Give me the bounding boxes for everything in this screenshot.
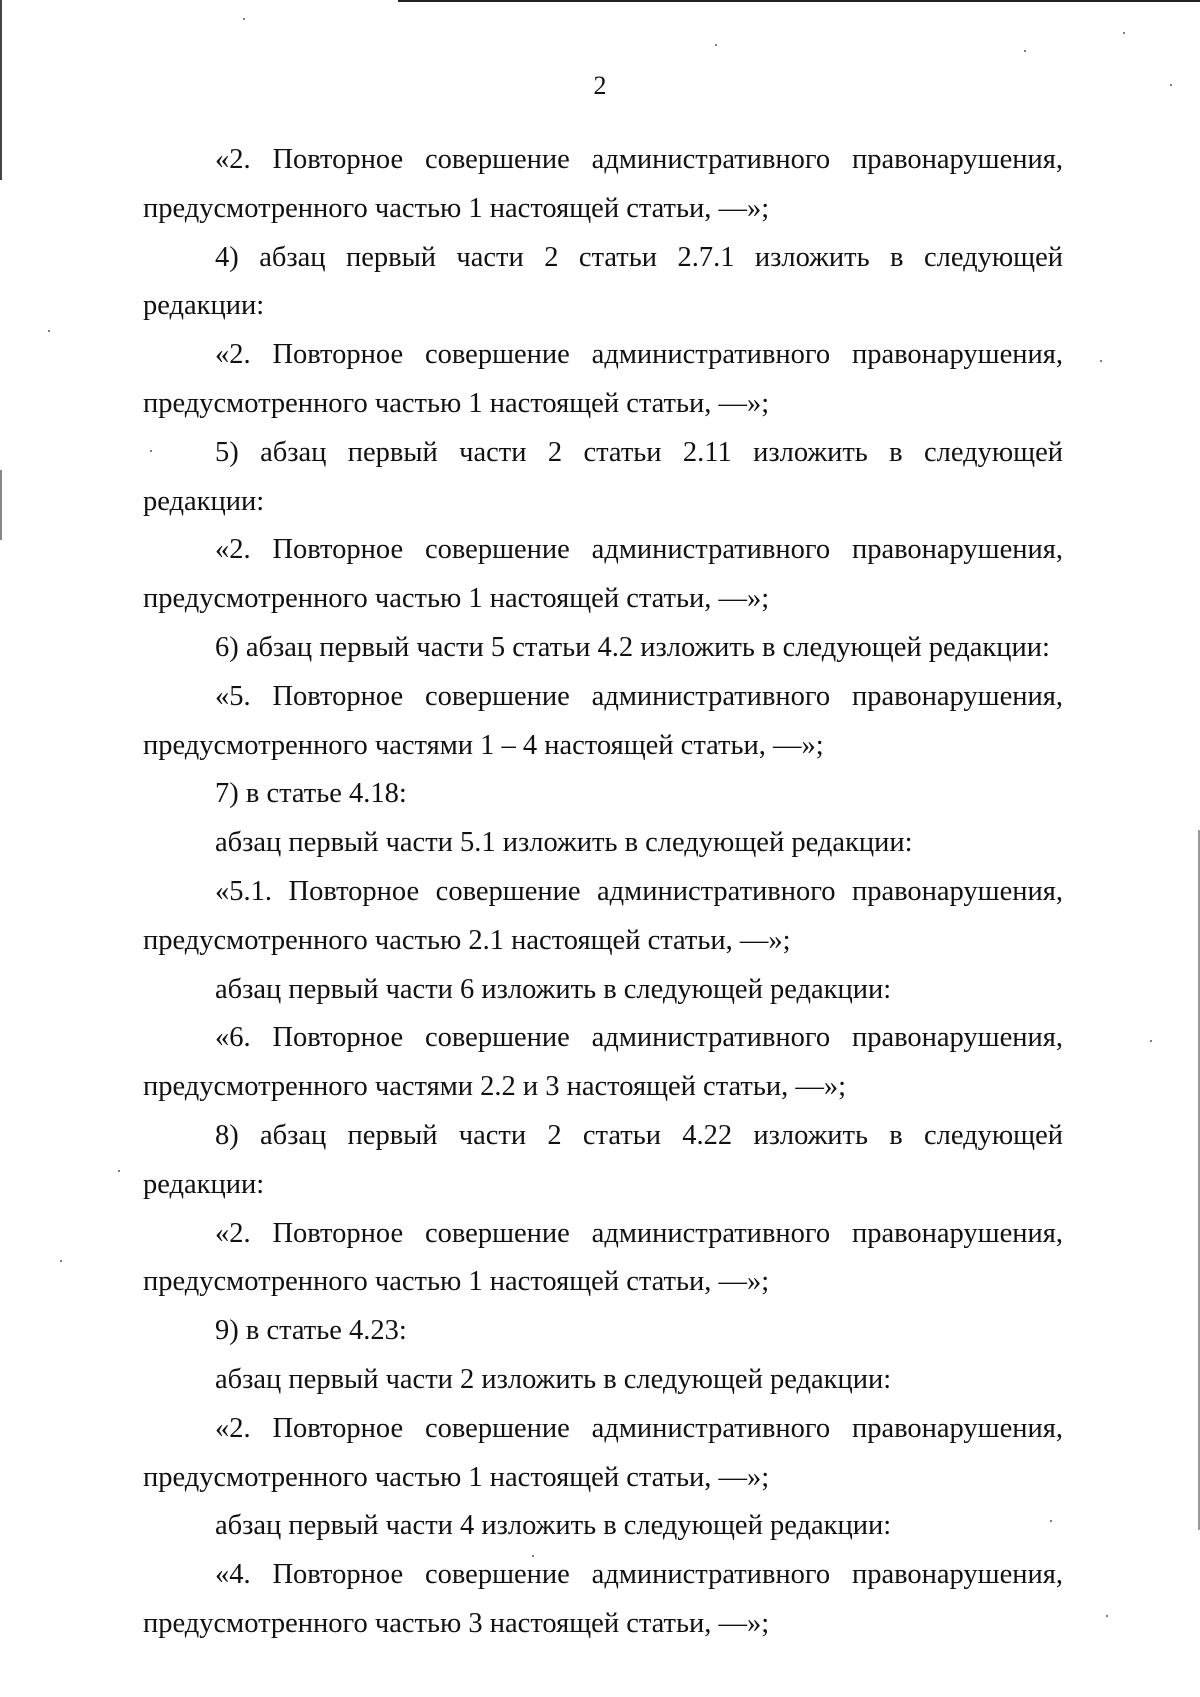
paragraph-quote: «6. Повторное совершение административного правонарушения, предусмотренного частями 2.2 и 3 настоящей статьи, —»; (143, 1022, 1063, 1103)
paragraph-subitem: абзац первый части 4 изложить в следующей редакции: (215, 1510, 892, 1542)
paragraph-quote: «2. Повторное совершение административного правонарушения, предусмотренного частью 1 настоящей статьи, —»; (143, 534, 1063, 615)
paragraph-subitem: абзац первый части 5.1 изложить в следующей редакции: (215, 827, 913, 859)
paragraph-item-5: 5) абзац первый части 2 статьи 2.11 изложить в следующей редакции: (143, 436, 1063, 517)
scan-speck (1050, 1520, 1052, 1522)
paragraph-item-8: 8) абзац первый части 2 статьи 4.22 изложить в следующей редакции: (143, 1119, 1063, 1200)
scan-speck (715, 44, 717, 46)
paragraph-quote: «2. Повторное совершение административного правонарушения, предусмотренного частью 1 настоящей статьи, —»; (143, 1217, 1063, 1298)
paragraph-item-7: 7) в статье 4.18: (215, 778, 407, 810)
scan-speck (60, 1260, 62, 1262)
scan-edge-line (0, 470, 2, 540)
paragraph-quote: «5.1. Повторное совершение административного правонарушения, предусмотренного частью 2.1 настоящей статьи, —»; (143, 875, 1063, 956)
scan-edge-line (398, 0, 1200, 2)
paragraph-item-9: 9) в статье 4.23: (215, 1315, 407, 1347)
paragraph-quote: «2. Повторное совершение административного правонарушения, предусмотренного частью 1 настоящей статьи, —»; (143, 1412, 1063, 1493)
scan-speck (118, 1170, 120, 1172)
paragraph-item-4: 4) абзац первый части 2 статьи 2.7.1 изложить в следующей редакции: (143, 241, 1063, 322)
paragraph-quote: «5. Повторное совершение административного правонарушения, предусмотренного частями 1 – 4 настоящей статьи, —»; (143, 680, 1063, 761)
scan-speck (1024, 50, 1026, 52)
scan-speck (1170, 84, 1172, 86)
scan-speck (48, 330, 50, 332)
scan-speck (1100, 360, 1102, 362)
paragraph-quote: «2. Повторное совершение административного правонарушения, предусмотренного частью 1 настоящей статьи, —»; (143, 144, 1063, 224)
scan-speck (1123, 32, 1125, 34)
paragraph-item-6: 6) абзац первый части 5 статьи 4.2 изложить в следующей редакции: (215, 631, 1050, 663)
scan-speck (1106, 1615, 1108, 1617)
paragraph-subitem: абзац первый части 6 изложить в следующей редакции: (215, 973, 892, 1005)
scan-speck (532, 1555, 534, 1557)
paragraph-quote: «4. Повторное совершение административного правонарушения, предусмотренного частью 3 настоящей статьи, —»; (143, 1559, 1063, 1639)
document-body (143, 136, 1063, 1649)
page-number: 2 (593, 71, 607, 100)
scan-speck (150, 450, 152, 452)
scan-speck (1150, 1040, 1152, 1042)
scan-speck (243, 18, 245, 20)
paragraph-quote: «2. Повторное совершение административного правонарушения, предусмотренного частью 1 настоящей статьи, —»; (143, 339, 1063, 419)
paragraph-subitem: абзац первый части 2 изложить в следующей редакции: (215, 1363, 892, 1395)
